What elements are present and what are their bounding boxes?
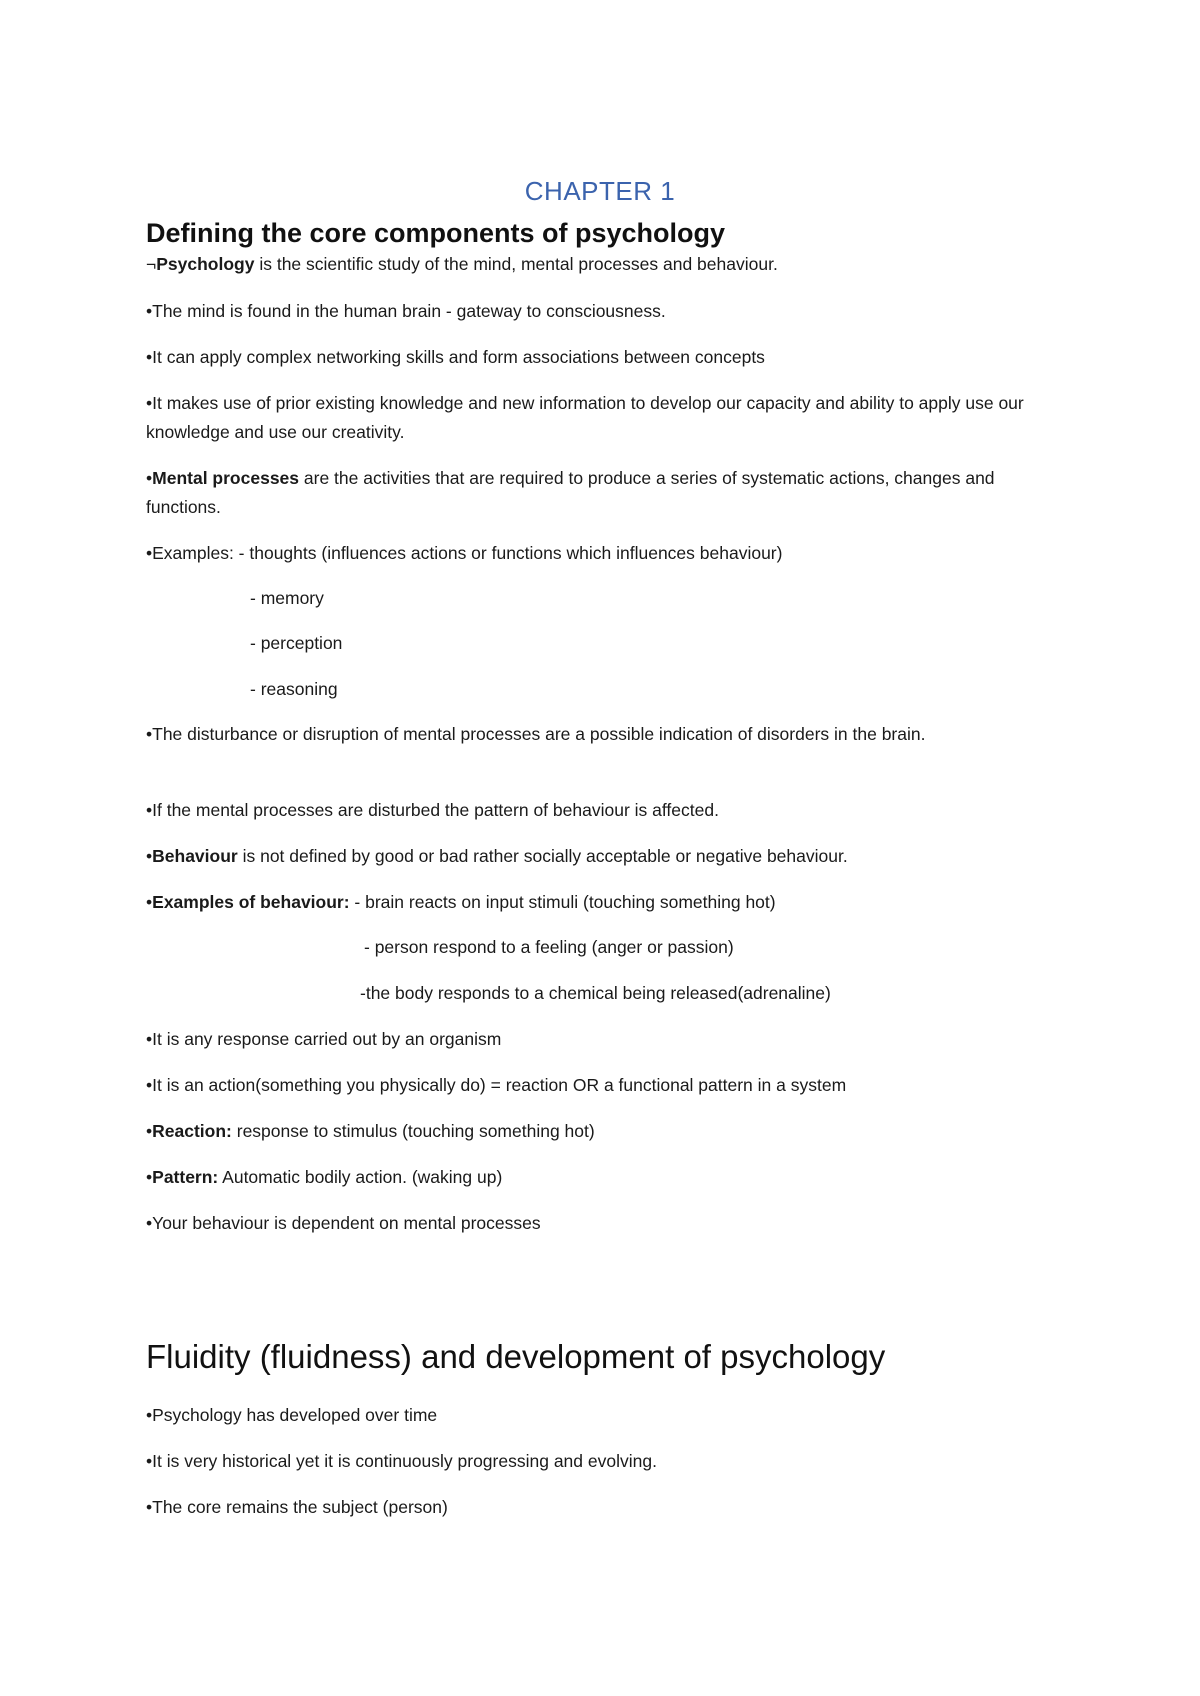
paragraph-developed: •Psychology has developed over time (146, 1405, 438, 1425)
bullet: • (146, 1121, 153, 1141)
paragraph-response: •It is any response carried out by an organism (146, 1029, 502, 1049)
example-memory: - memory (250, 588, 324, 608)
example-perception: - perception (250, 633, 343, 653)
definition-text: Automatic bodily action. (waking up) (218, 1167, 503, 1187)
paragraph-core: •The core remains the subject (person) (146, 1497, 448, 1517)
definition-text: are the activities that are required to produce a series of systematic actions, changes and functions. (146, 468, 995, 517)
bullet: • (146, 468, 153, 488)
paragraph-disturbance: •The disturbance or disruption of mental processes are a possible indication of disorders in the brain. (146, 724, 926, 744)
term-behaviour: Behaviour (152, 846, 238, 866)
chapter-title: CHAPTER 1 (524, 176, 676, 206)
paragraph-examples-of-behaviour (146, 888, 776, 917)
paragraph-dependent: •Your behaviour is dependent on mental processes (146, 1213, 541, 1233)
paragraph-examples: •Examples: - thoughts (influences actions or functions which influences behaviour) (146, 543, 783, 563)
paragraph-mind: •The mind is found in the human brain - gateway to consciousness. (146, 301, 666, 321)
bullet: • (146, 846, 153, 866)
paragraph-historical: •It is very historical yet it is continuously progressing and evolving. (146, 1451, 657, 1471)
paragraph-reaction (146, 1117, 595, 1146)
definition-text: response to stimulus (touching something hot) (231, 1121, 595, 1141)
prefix-symbol: ¬ (146, 254, 157, 274)
paragraph-behaviour (146, 842, 848, 871)
example-reasoning: - reasoning (250, 679, 338, 699)
term-psychology: Psychology (156, 254, 255, 274)
definition-text: is not defined by good or bad rather socially acceptable or negative behaviour. (237, 846, 848, 866)
paragraph-networking: •It can apply complex networking skills and form associations between concepts (146, 347, 765, 367)
section-heading-core-components: Defining the core components of psychology (146, 218, 726, 248)
example-feeling: - person respond to a feeling (anger or passion) (364, 937, 734, 957)
section-heading-fluidity: Fluidity (fluidness) and development of psychology (146, 1338, 886, 1375)
paragraph-if-disturbed: •If the mental processes are disturbed the pattern of behaviour is affected. (146, 800, 719, 820)
definition-text: is the scientific study of the mind, mental processes and behaviour. (254, 254, 778, 274)
term-mental-processes: Mental processes (152, 468, 300, 488)
term-reaction: Reaction: (152, 1121, 232, 1141)
paragraph-pattern (146, 1163, 502, 1192)
paragraph-mental-processes (146, 464, 1066, 522)
term-pattern: Pattern: (152, 1167, 219, 1187)
example-chemical: -the body responds to a chemical being released(adrenaline) (360, 983, 831, 1003)
term-examples-of-behaviour: Examples of behaviour: (152, 892, 350, 912)
paragraph-action: •It is an action(something you physically do) = reaction OR a functional pattern in a system (146, 1075, 847, 1095)
bullet: • (146, 1167, 153, 1187)
paragraph-prior-knowledge: •It makes use of prior existing knowledge and new information to develop our capacity and ability to apply use our knowledge and use our creativity. (146, 393, 1024, 442)
bullet: • (146, 892, 153, 912)
example-text: - brain reacts on input stimuli (touching something hot) (349, 892, 776, 912)
paragraph-psychology-definition (146, 250, 778, 279)
